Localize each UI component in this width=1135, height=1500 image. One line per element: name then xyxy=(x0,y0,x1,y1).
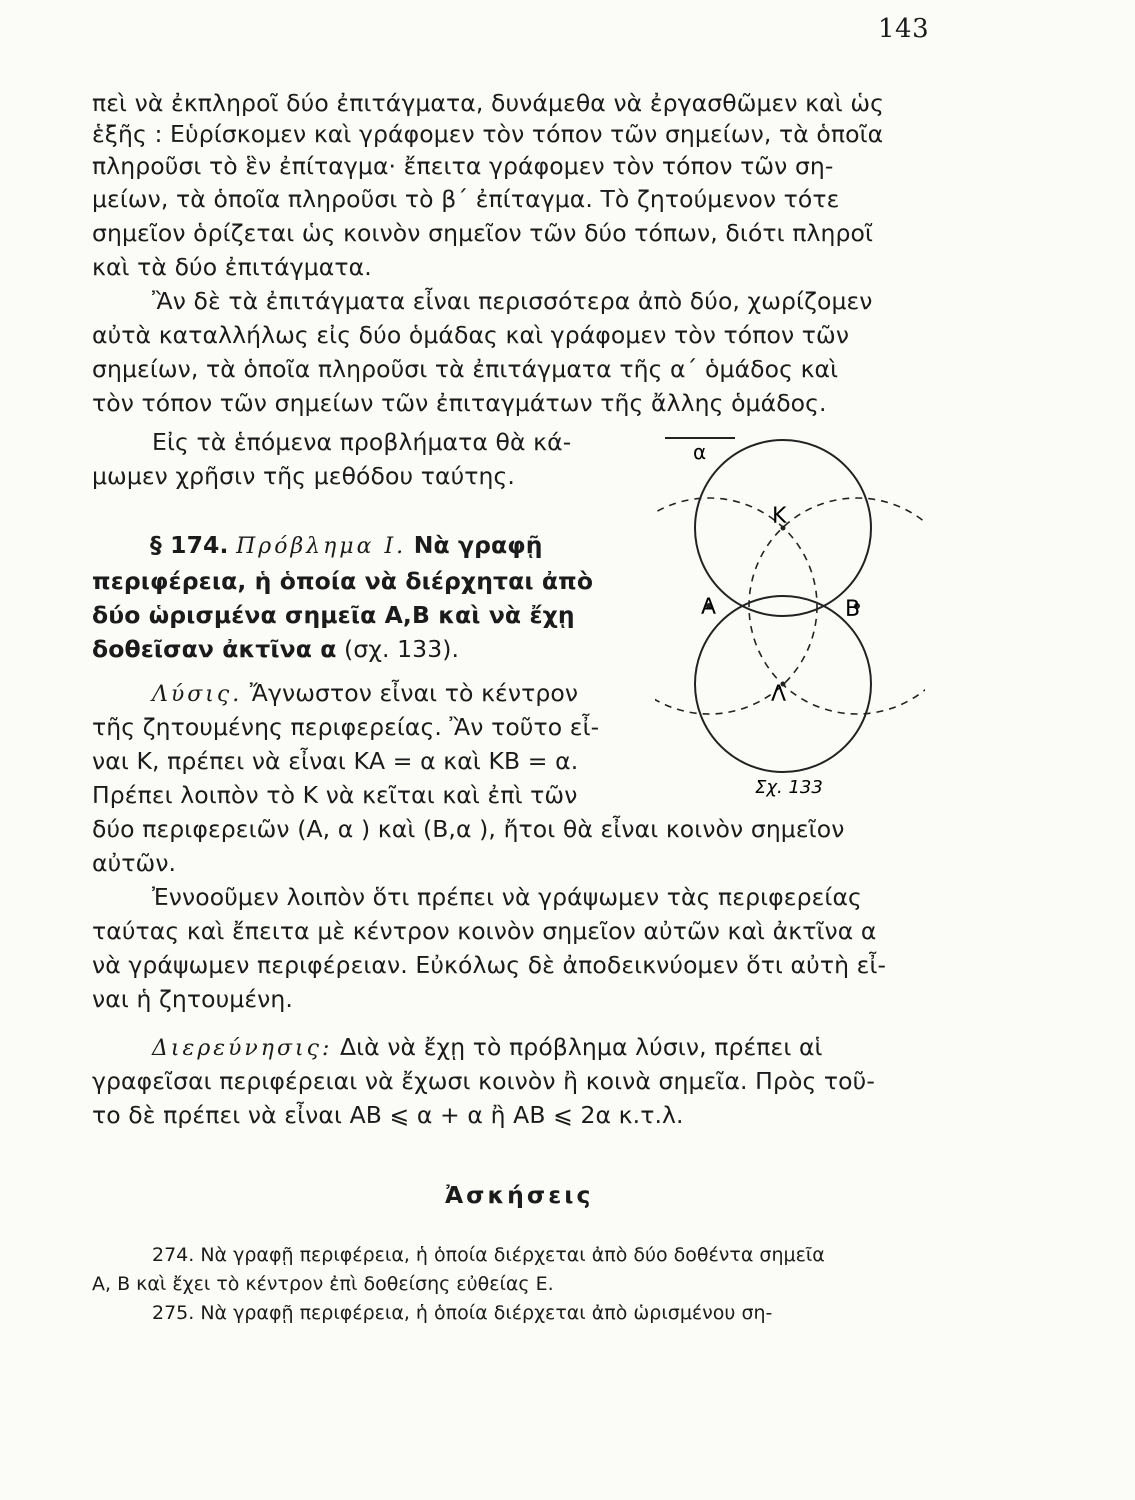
solution-line: νὰ γράψωμεν περιφέρειαν. Εὐκόλως δὲ ἀποδεικνύομεν ὅτι αὐτὴ εἶ- xyxy=(92,951,887,979)
text-line: αὐτὰ καταλλήλως εἰς δύο ὁμάδας καὶ γράφομεν τὸν τόπον τῶν xyxy=(92,321,850,349)
label-K: Κ xyxy=(772,504,787,529)
text-line: πεὶ νὰ ἐκπληροῖ δύο ἐπιτάγματα, δυνάμεθα νὰ ἐργασθῶμεν καὶ ὡς xyxy=(92,89,884,117)
label-alpha: α xyxy=(693,440,707,464)
text-line: σημείων, τὰ ὁποῖα πληροῦσι τὰ ἐπιτάγματα τῆς α΄ ὁμάδος καὶ xyxy=(92,355,839,383)
text-line: Ἂν δὲ τὰ ἐπιτάγματα εἶναι περισσότερα ἀπὸ δύο, χωρίζομεν xyxy=(152,287,873,315)
exercises-heading: Ἀσκήσεις xyxy=(445,1181,594,1209)
label-B: Β xyxy=(845,597,861,622)
solution-line: Ἐννοοῦμεν λοιπὸν ὅτι πρέπει νὰ γράψωμεν τὰς περιφερείας xyxy=(152,883,862,911)
solution-line: ναι Κ, πρέπει νὰ εἶναι ΚΑ = α καὶ ΚΒ = α. xyxy=(92,747,579,775)
text-line: μείων, τὰ ὁποῖα πληροῦσι τὸ β΄ ἐπίταγμα. Τὸ ζητούμενον τότε xyxy=(92,185,840,213)
text-line: Εἰς τὰ ἑπόμενα προβλήματα θὰ κά- xyxy=(152,428,572,456)
problem-lead: Νὰ γραφῇ xyxy=(413,531,543,559)
label-L: Λ xyxy=(771,682,787,707)
discussion-line: γραφεῖσαι περιφέρειαι νὰ ἔχωσι κοινὸν ἢ κοινὰ σημεῖα. Πρὸς τοῦ- xyxy=(92,1067,875,1095)
text-line: ἑξῆς : Εὑρίσκομεν καὶ γράφομεν τὸν τόπον τῶν σημείων, τὰ ὁποῖα xyxy=(92,120,884,148)
solution-line: αὐτῶν. xyxy=(92,849,177,877)
dashed-circle-A xyxy=(655,498,817,714)
text-line: πληροῦσι τὸ ἓν ἐπίταγμα· ἔπειτα γράφομεν τὸν τόπον τῶν ση- xyxy=(92,152,834,180)
page-number: 143 xyxy=(878,14,930,44)
text-line: τὸν τόπον τῶν σημείων τῶν ἐπιταγμάτων τῆς ἄλλης ὁμάδος. xyxy=(92,389,827,417)
problem-line: δύο ὡρισμένα σημεῖα Α,Β καὶ νὰ ἔχῃ xyxy=(92,601,575,629)
solution-line xyxy=(152,678,578,710)
figure-133 xyxy=(655,425,925,805)
discussion-line xyxy=(152,1032,823,1064)
problem-ref: (σχ. 133). xyxy=(336,635,460,663)
solution-line: Πρέπει λοιπὸν τὸ Κ νὰ κεῖται καὶ ἐπὶ τῶν xyxy=(92,781,578,809)
label-A: Α xyxy=(701,595,717,620)
exercise-274: 274. Νὰ γραφῇ περιφέρεια, ἡ ὁποία διέρχεται ἀπὸ δύο δοθέντα σημεῖα xyxy=(152,1244,825,1266)
problem-name: Πρόβλημα Ι. xyxy=(236,534,407,559)
discussion-text: Διὰ νὰ ἔχῃ τὸ πρόβλημα λύσιν, πρέπει αἱ xyxy=(332,1033,823,1061)
solution-line: ναι ἡ ζητουμένη. xyxy=(92,985,293,1013)
solution-text: Ἄγνωστον εἶναι τὸ κέντρον xyxy=(242,679,579,707)
problem-line xyxy=(92,634,459,664)
solution-line: δύο περιφερειῶν (Α, α ) καὶ (Β,α ), ἤτοι θὰ εἶναι κοινὸν σημεῖον xyxy=(92,815,845,843)
text-line: μωμεν χρῆσιν τῆς μεθόδου ταύτης. xyxy=(92,462,515,490)
exercise-274-cont: Α, Β καὶ ἔχει τὸ κέντρον ἐπὶ δοθείσης εὐθείας Ε. xyxy=(92,1273,554,1295)
section-number: § 174. xyxy=(150,531,229,559)
discussion-label: Διερεύνησις: xyxy=(152,1036,333,1061)
text-line: σημεῖον ὁρίζεται ὡς κοινὸν σημεῖον τῶν δύο τόπων, διότι πληροῖ xyxy=(92,219,874,247)
text-line: καὶ τὰ δύο ἐπιτάγματα. xyxy=(92,253,372,281)
solution-line: ταύτας καὶ ἔπειτα μὲ κέντρον κοινὸν σημεῖον αὐτῶν καὶ ἀκτῖνα α xyxy=(92,917,877,945)
solution-label: Λύσις. xyxy=(152,682,243,707)
problem-line: περιφέρεια, ἡ ὁποία νὰ διέρχηται ἀπὸ xyxy=(92,567,594,595)
solution-line: τῆς ζητουμένης περιφερείας. Ἂν τοῦτο εἶ- xyxy=(92,713,600,741)
problem-bold-part: δοθεῖσαν ἀκτῖνα α xyxy=(92,635,337,663)
exercise-275: 275. Νὰ γραφῇ περιφέρεια, ἡ ὁποία διέρχεται ἀπὸ ὡρισμένου ση- xyxy=(152,1302,773,1324)
problem-heading xyxy=(150,530,543,562)
discussion-line: το δὲ πρέπει νὰ εἶναι ΑΒ ⩽ α + α ἢ ΑΒ ⩽ 2α κ.τ.λ. xyxy=(92,1101,684,1129)
figure-caption: Σχ. 133 xyxy=(755,777,823,798)
